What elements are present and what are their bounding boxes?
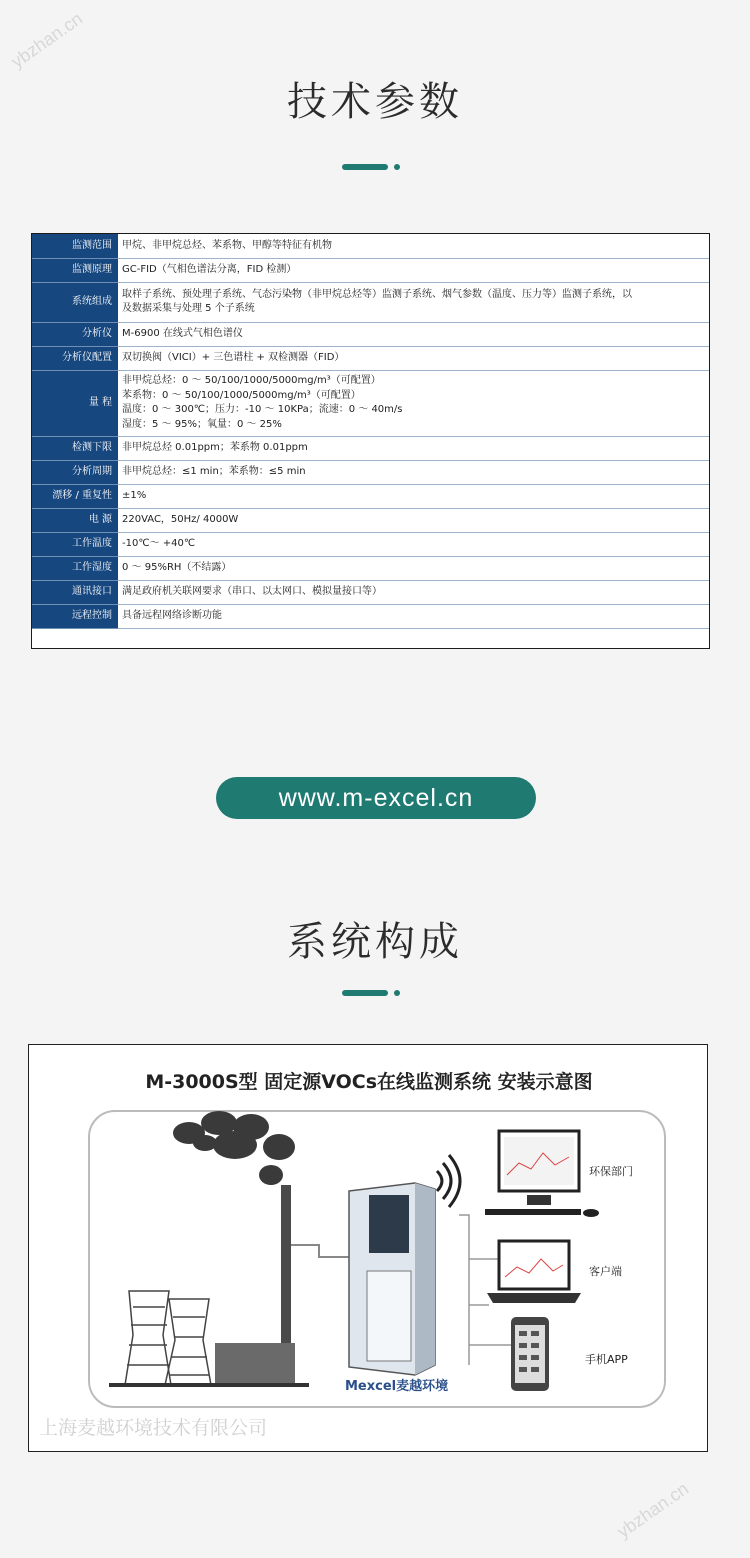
section-divider xyxy=(0,164,750,172)
spec-value xyxy=(118,436,709,460)
spec-row xyxy=(32,556,709,580)
spec-value-line: 苯系物：0 ～ 50/100/1000/5000mg/m³（可配置） xyxy=(122,389,361,401)
spec-row xyxy=(32,436,709,460)
spec-value xyxy=(118,556,709,580)
spec-value xyxy=(118,282,709,322)
spec-value xyxy=(118,580,709,604)
label-mobile-app: 手机APP xyxy=(585,1353,628,1366)
spec-key: 监测范围 xyxy=(32,234,118,258)
spec-row xyxy=(32,370,709,436)
spec-value-line: 非甲烷总烃：≤1 min；苯系物：≤5 min xyxy=(122,465,306,477)
desktop-monitor-icon xyxy=(485,1131,599,1217)
system-diagram xyxy=(28,1044,708,1452)
spec-value-line: 及数据采集与处理 5 个子系统 xyxy=(122,303,255,314)
spec-key: 系统组成 xyxy=(32,282,118,322)
spec-key: 工作温度 xyxy=(32,532,118,556)
spec-key: 量 程 xyxy=(32,370,118,436)
spec-key: 分析周期 xyxy=(32,460,118,484)
spec-value-line: 非甲烷总烃 0.01ppm；苯系物 0.01ppm xyxy=(122,441,308,453)
spec-value-line: -10℃～ +40℃ xyxy=(122,537,196,549)
spec-key: 分析仪 xyxy=(32,322,118,346)
spec-value xyxy=(118,322,709,346)
spec-value xyxy=(118,532,709,556)
section-divider xyxy=(0,990,750,998)
spec-row xyxy=(32,322,709,346)
diagram-title: M-3000S型 固定源VOCs在线监测系统 安装示意图 xyxy=(145,1071,593,1093)
spec-value xyxy=(118,258,709,282)
spec-value-line: 220VAC，50Hz/ 4000W xyxy=(122,513,239,525)
spec-value xyxy=(118,508,709,532)
spec-value-line: 0 ～ 95%RH（不结露） xyxy=(122,561,232,573)
spec-value xyxy=(118,484,709,508)
spec-row xyxy=(32,258,709,282)
brand-logo-text: Mexcel麦越环境 xyxy=(345,1379,449,1394)
spec-row xyxy=(32,484,709,508)
spec-row xyxy=(32,282,709,322)
analyzer-cabinet-icon xyxy=(349,1183,435,1375)
watermark: ybzhan.cn xyxy=(613,1478,693,1542)
spec-row xyxy=(32,508,709,532)
wireless-signal-icon xyxy=(437,1155,460,1207)
spec-value-line: 温度：0 ～ 300℃；压力：-10 ～ 10KPa；流速：0 ～ 40m/s xyxy=(122,404,403,415)
spec-value-line: 取样子系统、预处理子系统、气态污染物（非甲烷总烃等）监测子系统、烟气参数（温度、压力等）监测子系统，以 xyxy=(122,288,632,300)
spec-value-line: 具备远程网络诊断功能 xyxy=(122,609,222,621)
spec-value xyxy=(118,460,709,484)
company-name: 上海麦越环境技术有限公司 xyxy=(39,1417,268,1439)
spec-value xyxy=(118,604,709,628)
spec-key: 工作湿度 xyxy=(32,556,118,580)
spec-value-line: GC-FID（气相色谱法分离，FID 检测） xyxy=(122,263,297,275)
spec-table xyxy=(31,233,710,649)
website-url-badge[interactable]: www.m-excel.cn xyxy=(216,777,536,819)
spec-value-line: 非甲烷总烃：0 ～ 50/100/1000/5000mg/m³（可配置） xyxy=(122,375,381,386)
spec-row xyxy=(32,604,709,628)
spec-value-line: 甲烷、非甲烷总烃、苯系物、甲醇等特征有机物 xyxy=(122,239,332,251)
section-title-system: 系统构成 xyxy=(287,919,463,965)
cooling-tower-icon xyxy=(125,1291,211,1385)
spec-key: 监测原理 xyxy=(32,258,118,282)
spec-key: 远程控制 xyxy=(32,604,118,628)
spec-row xyxy=(32,532,709,556)
spec-row xyxy=(32,460,709,484)
label-client: 客户端 xyxy=(589,1265,622,1278)
spec-key: 漂移 / 重复性 xyxy=(32,484,118,508)
watermark: ybzhan.cn xyxy=(7,8,87,72)
spec-row xyxy=(32,580,709,604)
factory-icon xyxy=(215,1343,295,1385)
spec-key: 分析仪配置 xyxy=(32,346,118,370)
mobile-phone-icon xyxy=(511,1317,549,1391)
spec-value-line: 满足政府机关联网要求（串口、以太网口、模拟量接口等） xyxy=(122,585,382,597)
spec-key: 通讯接口 xyxy=(32,580,118,604)
spec-value xyxy=(118,234,709,258)
spec-row xyxy=(32,346,709,370)
spec-value xyxy=(118,370,709,436)
spec-value xyxy=(118,346,709,370)
smoke-icon xyxy=(173,1111,295,1185)
label-env-department: 环保部门 xyxy=(589,1165,633,1178)
spec-value-line: ±1% xyxy=(122,489,147,501)
spec-value-line: 湿度：5 ～ 95%；氧量：0 ～ 25% xyxy=(122,418,282,430)
spec-key: 检测下限 xyxy=(32,436,118,460)
spec-value-line: M-6900 在线式气相色谱仪 xyxy=(122,327,243,339)
section-title-tech-params: 技术参数 xyxy=(287,79,463,125)
spec-value-line: 双切换阀（VICI）+ 三色谱柱 + 双检测器（FID） xyxy=(122,351,345,363)
spec-key: 电 源 xyxy=(32,508,118,532)
laptop-icon xyxy=(487,1241,581,1303)
spec-row xyxy=(32,234,709,258)
